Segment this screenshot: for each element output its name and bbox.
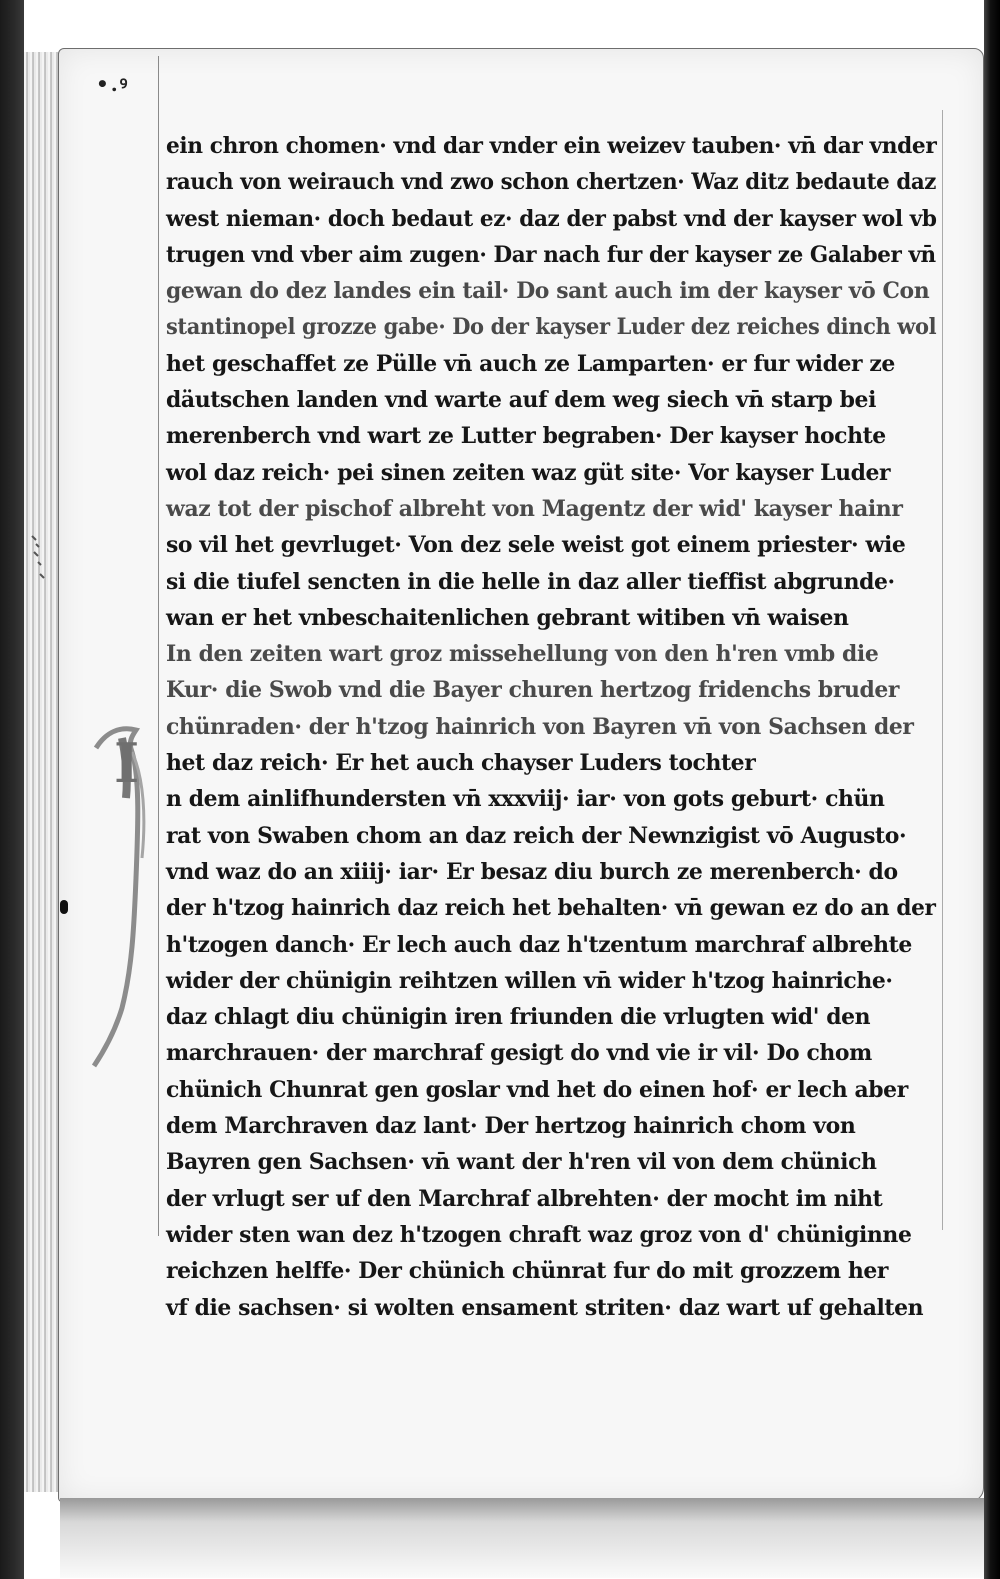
manuscript-line: stantinopel grozze gabe· Do der kayser Luder dez reiches dinch wol — [166, 314, 937, 341]
manuscript-line: däutschen landen vnd warte auf dem weg siech vn̄ starp bei — [166, 387, 876, 414]
ruling-line-right — [942, 110, 943, 1230]
manuscript-line: so vil het gevrluget· Von dez sele weist got einem priester· wie — [166, 532, 906, 559]
page-bottom-shadow — [60, 1498, 990, 1578]
manuscript-line: Kur· die Swob vnd die Bayer churen hertzog fridenchs bruder — [166, 677, 900, 704]
manuscript-line: vnd waz do an xiiij· iar· Er besaz diu burch ze merenberch· do — [166, 858, 898, 885]
manuscript-line: wan er het vnbeschaitenlichen gebrant witiben vn̄ waisen — [166, 604, 849, 631]
manuscript-line: n dem ainlifhundersten vn̄ xxxviij· iar· von gots geburt· chün — [166, 786, 885, 813]
folio-mark: •.ꝰ — [96, 72, 130, 96]
decorated-initial — [92, 718, 162, 1078]
manuscript-line: der h'tzog hainrich daz reich het behalten· vn̄ gewan ez do an der — [166, 895, 936, 922]
manuscript-line: dem Marchraven daz lant· Der hertzog hainrich chom von — [166, 1113, 856, 1140]
manuscript-line: vf die sachsen· si wolten ensament striten· daz wart uf gehalten — [166, 1294, 924, 1321]
manuscript-line: west nieman· doch bedaut ez· daz der pabst vnd der kayser wol vb — [166, 205, 937, 232]
right-edge — [984, 0, 1000, 1579]
manuscript-line: chünraden· der h'tzog hainrich von Bayren vn̄ von Sachsen der — [166, 713, 914, 740]
manuscript-line: daz chlagt diu chünigin iren friunden die vrlugten wid' den — [166, 1004, 871, 1031]
margin-pen-marks — [26, 530, 56, 590]
manuscript-line: si die tiufel sencten in die helle in daz aller tieffist abgrunde· — [166, 568, 895, 595]
manuscript-line: marchrauen· der marchraf gesigt do vnd vie ir vil· Do chom — [166, 1040, 872, 1067]
manuscript-line: wider der chünigin reihtzen willen vn̄ wider h'tzog hainriche· — [166, 967, 893, 994]
manuscript-line: Bayren gen Sachsen· vn̄ want der h'ren vil von dem chünich — [166, 1149, 877, 1176]
manuscript-line: In den zeiten wart groz missehellung von den h'ren vmb die — [166, 641, 879, 668]
manuscript-line: wider sten wan dez h'tzogen chraft waz groz von d' chüniginne — [166, 1221, 912, 1248]
manuscript-line: ein chron chomen· vnd dar vnder ein weizev tauben· vn̄ dar vnder — [166, 133, 937, 159]
manuscript-line: merenberch vnd wart ze Lutter begraben· Der kayser hochte — [166, 423, 886, 450]
manuscript-line: h'tzogen danch· Er lech auch daz h'tzentum marchraf albrehte — [166, 931, 912, 958]
manuscript-line: trugen vnd vber aim zugen· Dar nach fur der kayser ze Galaber vn̄ — [166, 241, 936, 268]
binding-gutter — [0, 0, 24, 1579]
manuscript-line: chünich Chunrat gen goslar vnd het do einen hof· er lech aber — [166, 1076, 908, 1103]
manuscript-text — [166, 128, 940, 1326]
manuscript-line: gewan do dez landes ein tail· Do sant auch im der kayser vō Con — [166, 278, 930, 305]
manuscript-line: wol daz reich· pei sinen zeiten waz güt site· Vor kayser Luder — [166, 459, 891, 486]
manuscript-line: het geschaffet ze Pülle vn̄ auch ze Lamparten· er fur wider ze — [166, 350, 895, 377]
page-hole — [60, 900, 68, 914]
manuscript-line: rat von Swaben chom an daz reich der Newnzigist vō Augusto· — [166, 822, 907, 849]
manuscript-line: der vrlugt ser uf den Marchraf albrehten· der mocht im niht — [166, 1185, 883, 1212]
manuscript-line: reichzen helffe· Der chünich chünrat fur do mit grozzem her — [166, 1258, 889, 1285]
initial-letter: I — [114, 731, 140, 795]
manuscript-line: waz tot der pischof albreht von Magentz der wid' kayser hainr — [166, 495, 903, 522]
page-edges — [24, 52, 61, 1492]
manuscript-line: het daz reich· Er het auch chayser Luders tochter — [166, 750, 756, 777]
manuscript-line: rauch von weirauch vnd zwo schon chertzen· Waz ditz bedaute daz — [166, 169, 937, 196]
